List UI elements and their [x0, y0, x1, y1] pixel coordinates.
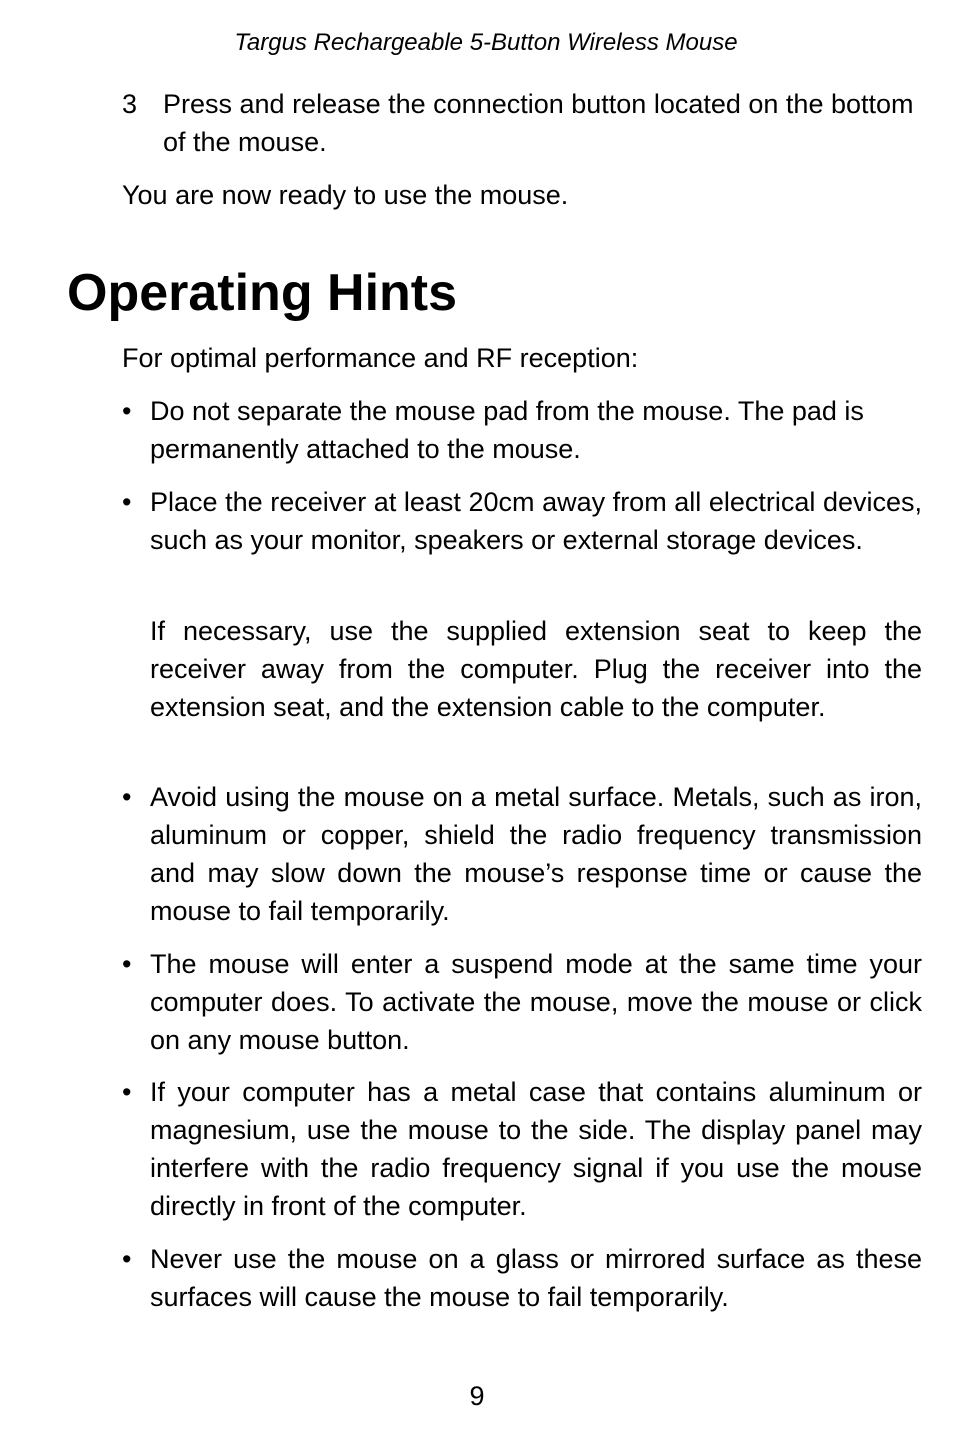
- hint-text: Do not separate the mouse pad from the mouse. The pad is permanently attached to the mouse.: [150, 396, 864, 464]
- bullet-icon: •: [122, 1244, 132, 1274]
- hint-item: [122, 945, 922, 1059]
- hint-text: The mouse will enter a suspend mode at the same time your computer does. To activate the mouse, move the mouse or click on any mouse button.: [150, 949, 922, 1055]
- section-title: Operating Hints: [67, 264, 458, 322]
- running-header: Targus Rechargeable 5-Button Wireless Mouse: [234, 29, 738, 56]
- bullet-icon: •: [122, 949, 132, 979]
- hint-text: If your computer has a metal case that contains aluminum or magnesium, use the mouse to the side. The display panel may interfere with the radio frequency signal if you use the mouse directly in front of the computer.: [150, 1077, 922, 1221]
- hint-text: Never use the mouse on a glass or mirrored surface as these surfaces will cause the mouse to fail temporarily.: [150, 1244, 922, 1312]
- extension-note: If necessary, use the supplied extension seat to keep the receiver away from the computer. Plug the receiver into the extension seat, and the extension cable to the computer.: [150, 616, 922, 722]
- step-text: Press and release the connection button located on the bottom of the mouse.: [163, 89, 914, 157]
- bullet-icon: •: [122, 1077, 132, 1107]
- hint-item: [122, 392, 922, 468]
- step-number: 3: [122, 89, 138, 119]
- hint-item: [122, 483, 922, 559]
- hint-item: [122, 1240, 922, 1316]
- hint-item: [122, 778, 922, 930]
- section-intro: For optimal performance and RF reception:: [122, 343, 639, 373]
- setup-step-3: [122, 85, 922, 161]
- ready-text: You are now ready to use the mouse.: [122, 180, 569, 210]
- hint-item: [122, 1073, 922, 1225]
- bullet-icon: •: [122, 396, 132, 426]
- hint-text: Place the receiver at least 20cm away from all electrical devices, such as your monitor, speakers or external storage devices.: [150, 487, 922, 555]
- bullet-icon: •: [122, 487, 132, 517]
- page-number: 9: [469, 1381, 485, 1411]
- hint-text: Avoid using the mouse on a metal surface. Metals, such as iron, aluminum or copper, shield the radio frequency transmission and may slow down the mouse’s response time or cause the mouse to fail temporarily.: [150, 782, 922, 926]
- bullet-icon: •: [122, 782, 132, 812]
